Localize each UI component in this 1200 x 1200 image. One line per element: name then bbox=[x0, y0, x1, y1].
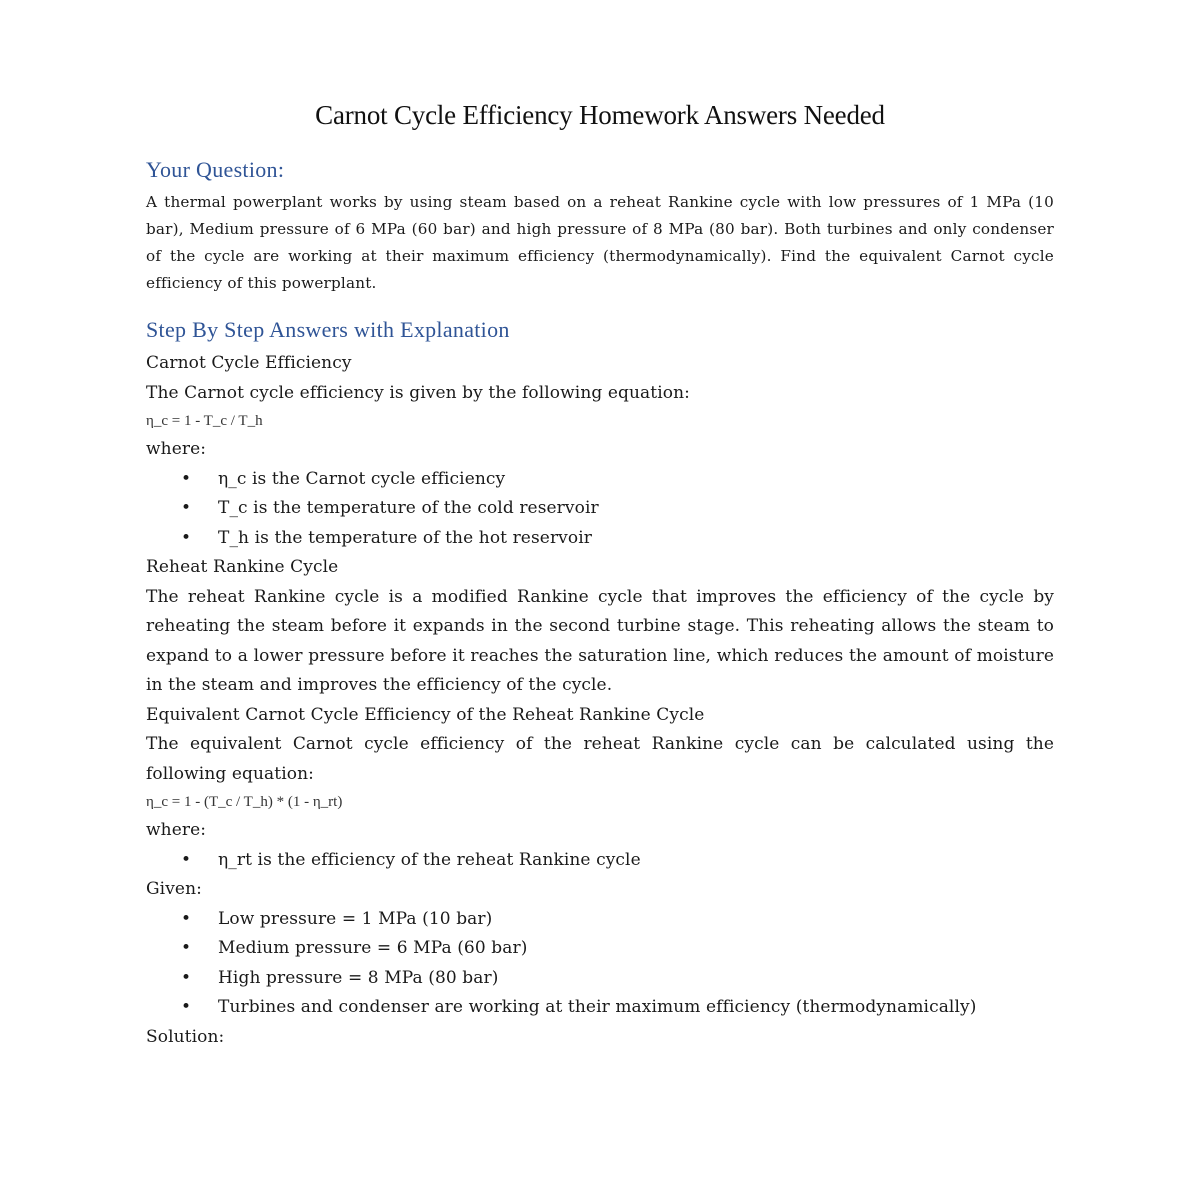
carnot-equation: η_c = 1 - T_c / T_h bbox=[146, 413, 263, 429]
bullet-icon: • bbox=[181, 849, 192, 870]
carnot-subtitle: Carnot Cycle Efficiency bbox=[146, 353, 352, 373]
list-item-text: η_rt is the efficiency of the reheat Rankine cycle bbox=[218, 849, 641, 870]
list-item-text: η_c is the Carnot cycle efficiency bbox=[218, 468, 506, 489]
list-item-text: Turbines and condenser are working at their maximum efficiency (thermodynamically) bbox=[218, 997, 977, 1017]
reheat-subtitle: Reheat Rankine Cycle bbox=[146, 557, 339, 577]
list-item-text: Medium pressure = 6 MPa (60 bar) bbox=[218, 938, 528, 958]
bullet-icon: • bbox=[181, 527, 192, 548]
answer-heading: Step By Step Answers with Explanation bbox=[146, 317, 510, 342]
document-title: Carnot Cycle Efficiency Homework Answers Needed bbox=[315, 100, 885, 130]
list-item bbox=[146, 905, 1054, 935]
list-item bbox=[146, 964, 1054, 994]
given-list bbox=[146, 905, 1054, 1023]
list-item bbox=[146, 993, 1054, 1023]
list-item-text: Low pressure = 1 MPa (10 bar) bbox=[218, 908, 493, 929]
equivalent-equation: η_c = 1 - (T_c / T_h) * (1 - η_rt) bbox=[146, 794, 343, 810]
carnot-terms-list bbox=[146, 465, 1054, 554]
question-heading: Your Question: bbox=[146, 157, 285, 182]
bullet-icon: • bbox=[181, 468, 192, 489]
equivalent-paragraph: The equivalent Carnot cycle efficiency of the reheat Rankine cycle can be calculated using the following equation: bbox=[146, 734, 1054, 784]
list-item-text: T_c is the temperature of the cold reservoir bbox=[218, 498, 599, 518]
carnot-intro: The Carnot cycle efficiency is given by the following equation: bbox=[146, 382, 690, 403]
list-item bbox=[146, 524, 1054, 554]
where-label: where: bbox=[146, 439, 207, 459]
solution-label: Solution: bbox=[146, 1026, 225, 1047]
list-item bbox=[146, 846, 1054, 876]
bullet-icon: • bbox=[181, 908, 192, 929]
given-label: Given: bbox=[146, 879, 202, 899]
where-label-2: where: bbox=[146, 820, 207, 840]
list-item bbox=[146, 934, 1054, 964]
list-item bbox=[146, 465, 1054, 495]
bullet-icon: • bbox=[181, 498, 192, 518]
equivalent-subtitle: Equivalent Carnot Cycle Efficiency of the Reheat Rankine Cycle bbox=[146, 704, 705, 725]
bullet-icon: • bbox=[181, 997, 192, 1017]
bullet-icon: • bbox=[181, 938, 192, 958]
list-item bbox=[146, 494, 1054, 524]
bullet-icon: • bbox=[181, 967, 192, 988]
list-item-text: T_h is the temperature of the hot reservoir bbox=[218, 527, 592, 548]
equiv-terms-list bbox=[146, 846, 1054, 876]
reheat-paragraph: The reheat Rankine cycle is a modified Rankine cycle that improves the efficiency of the cycle by reheating the steam before it expands in the second turbine stage. This reheating allows the steam to expand to a lower pressure before it reaches the saturation line, which reduces the amount of moisture in the steam and improves the efficiency of the cycle. bbox=[146, 586, 1054, 695]
document-page bbox=[146, 100, 1054, 1052]
question-text: A thermal powerplant works by using steam based on a reheat Rankine cycle with low pressures of 1 MPa (10 bar), Medium pressure of 6 MPa (60 bar) and high pressure of 8 MPa (80 bar). Both turbines and only condenser of the cycle are working at their maximum efficiency (thermodynamically). Find the equivalent Carnot cycle efficiency of this powerplant. bbox=[146, 193, 1054, 292]
list-item-text: High pressure = 8 MPa (80 bar) bbox=[218, 967, 499, 988]
